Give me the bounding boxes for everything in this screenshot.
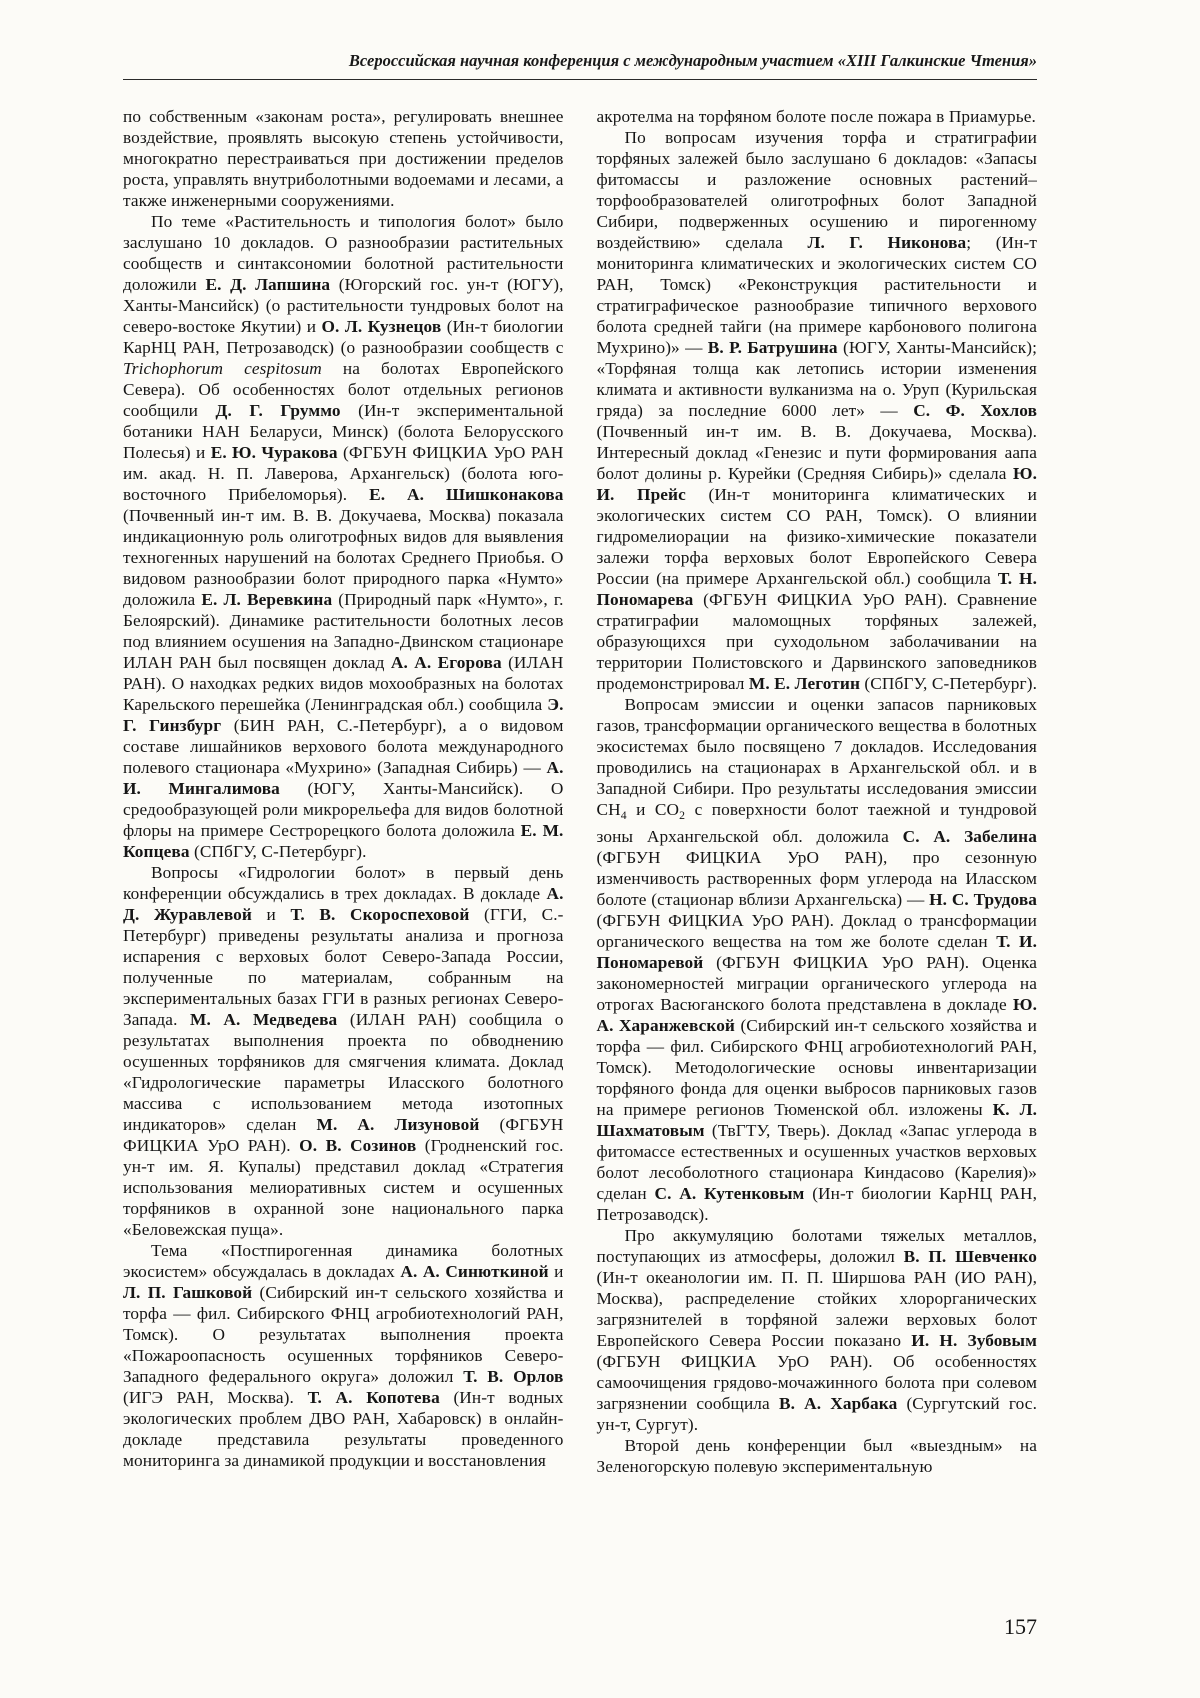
text-run: (Ин-т биологии КарНЦ РАН, Петрозаводск) (о разнообразии сообществ с xyxy=(123,317,564,357)
text-run: (Сургутский гос. ун-т, Сургут). xyxy=(596,1393,1037,1434)
text-run: по собственным «законам роста», регулировать внешнее воздействие, проявлять высокую степень устойчивости, многократно перестраиваться при достижении пределов роста, управлять внутриболотными водоемами и лесами, а также инженерными сооружениями. xyxy=(123,107,564,210)
person-name: Ю. И. Прейс xyxy=(596,464,1037,504)
person-name: Т. Н. Пономарева xyxy=(596,569,1037,609)
paragraph xyxy=(597,1435,1038,1477)
text-run: (Сибирский ин-т сельского хозяйства и торфа — фил. Сибирского ФНЦ агробиотехнологий РАН, Томск). Методологические основы инвентаризации торфяного фонда для оценки выбросов парниковых газов на примере регионов Тюменской обл. изложены xyxy=(596,1015,1037,1119)
text-run: (ФГБУН ФИЦКИА УрО РАН). Доклад о трансформации органического вещества на том же болоте сделан xyxy=(596,910,1037,951)
text-run: (Сибирский ин-т сельского хозяйства и торфа — фил. Сибирского ФНЦ агробиотехнологий РАН, Томск). О результатах выполнения проекта «Пожароопасность осушенных торфяников Северо-Западного федерального округа» доложил xyxy=(123,1283,564,1386)
person-name: В. Р. Батрушина xyxy=(707,338,838,357)
text-run: (Ин-т водных экологических проблем ДВО РАН, Хабаровск) в онлайн-докладе представила результаты проведенного мониторинга за динамикой продукции и восстановления xyxy=(123,1388,564,1470)
text-run: (ФГБУН ФИЦКИА УрО РАН). xyxy=(123,1115,564,1155)
text-run: (ЮГУ, Ханты-Мансийск); «Торфяная толща как летопись истории изменения климата и активности вулканизма на о. Уруп (Курильская гряда) за последние 6000 лет» — xyxy=(596,338,1037,420)
text-run: (БИН РАН, С.-Петербург), а о видовом составе лишайников верхового болота международного полевого стационара «Мухрино» (Западная Сибирь) — xyxy=(123,716,564,777)
text-run: (Ин-т биологии КарНЦ РАН, Петрозаводск). xyxy=(596,1183,1037,1224)
header-rule xyxy=(123,79,1037,80)
text-column-left xyxy=(123,106,564,1477)
person-name: Е. Д. Лапшина xyxy=(205,275,331,294)
paragraph xyxy=(597,1225,1038,1435)
person-name: Н. С. Трудова xyxy=(929,889,1037,909)
person-name: М. А. Медведева xyxy=(190,1010,338,1029)
subscript: 4 xyxy=(620,808,627,822)
text-run: (Ин-т экспериментальной ботаники НАН Беларуси, Минск) (болота Белорусского Полесья) и xyxy=(123,401,564,462)
text-run: (Почвенный ин-т им. В. В. Докучаева, Москва) показала индикационную роль олиготрофных видов для выявления техногенных нарушений на болотах Среднего Приобья. О видовом разнообразии болот природного парка «Нумто» доложила xyxy=(123,506,564,609)
person-name: К. Л. Шахматовым xyxy=(596,1099,1037,1140)
text-run: (ИЛАН РАН) сообщила о результатах выполнения проекта по обводнению осушенных торфяников для смягчения климата. Доклад «Гидрологические параметры Иласского болотного массива с использованием метода изотопных индикаторов» сделан xyxy=(123,1010,564,1134)
text-run: (ФГБУН ФИЦКИА УрО РАН). Об особенностях самоочищения грядово-мочажинного болота при солевом загрязнении сообщила xyxy=(596,1351,1037,1413)
person-name: Е. А. Шишконакова xyxy=(369,485,564,504)
text-run: (ЮГУ, Ханты-Мансийск). О средообразующей роли микрорельефа для видов болотной флоры на примере Сестрорецкого болота доложила xyxy=(123,779,564,840)
person-name: Т. А. Копотева xyxy=(307,1388,440,1407)
text-run: (Югорский гос. ун-т (ЮГУ), Ханты-Мансийск) (о растительности тундровых болот на северо-востоке Якутии) и xyxy=(123,275,564,336)
person-name: М. Е. Леготин xyxy=(748,674,861,693)
person-name: А. А. Синюткиной xyxy=(400,1262,549,1281)
person-name: Л. Г. Никонова xyxy=(807,233,967,252)
text-run: (СПбГУ, С-Петербург). xyxy=(860,674,1038,693)
text-run: с поверхности болот таежной и тундровой зоны Архангельской обл. доложила xyxy=(596,800,1037,846)
paragraph xyxy=(123,106,564,211)
person-name: И. Н. Зубовым xyxy=(911,1330,1037,1350)
person-name: В. А. Харбака xyxy=(778,1393,898,1413)
person-name: Д. Г. Груммо xyxy=(215,401,341,420)
text-run: Про аккумуляцию болотами тяжелых металлов, поступающих из атмосферы, доложил xyxy=(596,1225,1037,1266)
subscript: 2 xyxy=(679,808,686,822)
text-run: (ТвГТУ, Тверь). Доклад «Запас углерода в фитомассе естественных и осушенных участков верховых болот лесоболотного стационара Киндасово (Карелия)» сделан xyxy=(596,1120,1037,1203)
person-name: Л. П. Гашковой xyxy=(123,1283,253,1302)
person-name: Т. В. Орлов xyxy=(463,1367,564,1386)
text-run: Тема «Постпирогенная динамика болотных экосистем» обсуждалась в докладах xyxy=(123,1241,564,1281)
text-run: (Природный парк «Нумто», г. Белоярский). Динамике растительности болотных лесов под влиянием осушения на Западно-Двинском стационаре ИЛАН РАН был посвящен доклад xyxy=(123,590,564,672)
person-name: С. Ф. Хохлов xyxy=(913,401,1038,420)
person-name: Т. В. Скороспеховой xyxy=(290,905,470,924)
text-run: (СПбГУ, С-Петербург). xyxy=(189,842,367,861)
person-name: А. Д. Журавлевой xyxy=(123,884,564,924)
page-number: 157 xyxy=(1004,1614,1037,1639)
text-run: (ФГБУН ФИЦКИА УрО РАН им. акад. Н. П. Лаверова, Архангельск) (болота юго-восточного Прибеломорья). xyxy=(123,443,564,504)
text-run: и xyxy=(548,1262,564,1281)
person-name: А. А. Егорова xyxy=(390,653,502,672)
person-name: Е. Ю. Чуракова xyxy=(210,443,338,462)
text-run: (ГГИ, С.-Петербург) приведены результаты анализа и прогноза испарения с верховых болот Северо-Запада России, полученные по материалам, собранным на экспериментальных базах ГГИ в разных регионах Северо-Запада. xyxy=(123,905,564,1029)
text-run: (ФГБУН ФИЦКИА УрО РАН). Оценка закономерностей миграции органического углерода на отрогах Васюганского болота представлена в докладе xyxy=(596,952,1037,1014)
text-run: (ФГБУН ФИЦКИА УрО РАН). Сравнение стратиграфии маломощных торфяных залежей, образующихся при суходольном заболачивании на территории Полистовского и Дарвинского заповедников продемонстрировал xyxy=(596,590,1037,693)
text-run: Вопросы «Гидрологии болот» в первый день конференции обсуждались в трех докладах. В докладе xyxy=(123,863,564,903)
text-column-right xyxy=(597,106,1038,1477)
text-run: (Гродненский гос. ун-т им. Я. Купалы) представил доклад «Стратегия использования мелиоративных систем и осушенных торфяников в охранной зоне национального парка «Беловежская пуща». xyxy=(123,1136,564,1239)
text-run: (ФГБУН ФИЦКИА УрО РАН), про сезонную изменчивость растворенных форм углерода на Иласском болоте (стационар вблизи Архангельска) — xyxy=(596,847,1037,909)
person-name: О. Л. Кузнецов xyxy=(321,317,442,336)
text-run: и СО xyxy=(626,800,680,819)
text-run: По теме «Растительность и типология болот» было заслушано 10 докладов. О разнообразии растительных сообществ и синтаксономии болотной растительности доложили xyxy=(123,212,564,294)
text-run: ; (Ин-т мониторинга климатических и экологических систем СО РАН, Томск) «Реконструкция растительности и стратиграфическое разнообразие типичного верхового болота средней тайги (на примере карбонового полигона Мухрино)» — xyxy=(596,233,1037,357)
text-run: (Почвенный ин-т им. В. В. Докучаева, Москва). Интересный доклад «Генезис и пути формирования аапа болот долины р. Курейки (Средняя Сибирь)» сделала xyxy=(596,422,1037,483)
text-run: и xyxy=(251,905,291,924)
person-name: С. А. Забелина xyxy=(902,826,1037,846)
text-run: (ИЛАН РАН). О находках редких видов мохообразных на болотах Карельского перешейка (Ленинградская обл.) сообщила xyxy=(123,653,564,714)
person-name: Ю. А. Харанжевской xyxy=(596,994,1037,1035)
person-name: М. А. Лизуновой xyxy=(316,1115,480,1134)
person-name: А. И. Мингалимова xyxy=(123,758,564,798)
person-name: О. В. Созинов xyxy=(299,1136,417,1155)
paragraph xyxy=(597,106,1038,127)
running-header xyxy=(123,50,1037,72)
paragraph xyxy=(123,862,564,1240)
text-run: на болотах Европейского Севера). Об особенностях болот отдельных регионов сообщили xyxy=(123,359,564,420)
text-run: (Ин-т океанологии им. П. П. Ширшова РАН (ИО РАН), Москва), распределение стойких хлорорганических загрязнителей в торфяной залежи верховых болот Европейского Севера России показано xyxy=(596,1267,1037,1350)
text-run: акротелма на торфяном болоте после пожара в Приамурье. xyxy=(596,107,1036,126)
species-name: Trichophorum cespitosum xyxy=(123,359,322,378)
paragraph xyxy=(123,211,564,862)
text-columns xyxy=(123,106,1037,1477)
person-name: Е. Л. Веревкина xyxy=(201,590,333,609)
text-run: Второй день конференции был «выездным» на Зеленогорскую полевую экспериментальную xyxy=(596,1435,1037,1476)
paragraph xyxy=(597,127,1038,694)
text-run: (Ин-т мониторинга климатических и экологических систем СО РАН, Томск). О влиянии гидромелиорации на физико-химические показатели залежи торфа верховых болот Европейского Севера России (на примере Архангельской обл.) сообщила xyxy=(596,485,1037,588)
paragraph xyxy=(597,694,1038,1225)
text-run: (ИГЭ РАН, Москва). xyxy=(123,1388,308,1407)
text-run: По вопросам изучения торфа и стратиграфии торфяных залежей было заслушано 6 докладов: «Запасы фитомассы и разложение основных растений–торфообразователей олиготрофных болот Западной Сибири, подверженных осушению и пирогенному воздействию» сделала xyxy=(596,128,1037,252)
text-run: Вопросам эмиссии и оценки запасов парниковых газов, трансформации органического вещества в болотных экосистемах было посвящено 7 докладов. Исследования проводились на стационарах в Архангельской обл. и в Западной Сибири. Про результаты исследования эмиссии СН xyxy=(596,695,1037,819)
person-name: Е. М. Копцева xyxy=(123,821,564,861)
person-name: В. П. Шевченко xyxy=(903,1246,1037,1266)
person-name: С. А. Кутенковым xyxy=(654,1183,805,1203)
person-name: Э. Г. Гинзбург xyxy=(123,695,564,735)
person-name: Т. И. Пономаревой xyxy=(596,931,1038,972)
running-header-text: Всероссийская научная конференция с международным участием «XIII Галкинские Чтения» xyxy=(348,51,1037,70)
paragraph xyxy=(123,1240,564,1471)
